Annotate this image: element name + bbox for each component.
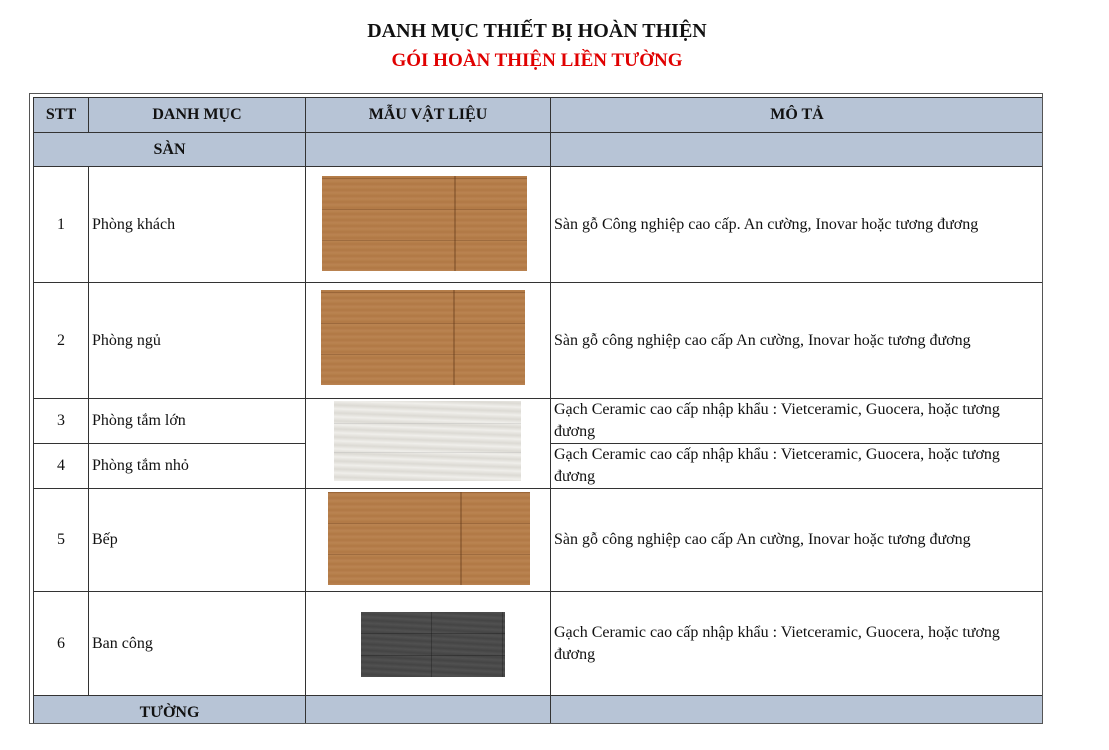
row-stt: 6 xyxy=(34,592,89,696)
materials-table xyxy=(33,97,1043,724)
page-subtitle: GÓI HOÀN THIỆN LIỀN TƯỜNG xyxy=(391,50,683,71)
ceramic-tile-sample-image xyxy=(334,401,521,481)
row-category: Phòng khách xyxy=(89,167,306,283)
table-row xyxy=(34,167,1044,283)
table-row xyxy=(34,283,1044,399)
section-cell xyxy=(306,696,551,725)
row-stt: 4 xyxy=(34,444,89,489)
table-row xyxy=(34,399,1044,444)
wood-floor-sample-image xyxy=(328,492,530,585)
row-description: Sàn gỗ công nghiệp cao cấp An cường, Inovar hoặc tương đương xyxy=(551,283,1044,399)
column-header-stt: STT xyxy=(34,98,89,133)
dark-tile-sample-image xyxy=(361,612,505,677)
row-description: Sàn gỗ Công nghiệp cao cấp. An cường, Inovar hoặc tương đương xyxy=(551,167,1044,283)
table-header-row xyxy=(34,98,1044,133)
section-cell xyxy=(551,696,1044,725)
table-row xyxy=(34,592,1044,696)
section-label-wall: TƯỜNG xyxy=(34,696,306,725)
column-header-category: DANH MỤC xyxy=(89,98,306,133)
row-stt: 3 xyxy=(34,399,89,444)
table-row xyxy=(34,489,1044,592)
row-category: Phòng ngủ xyxy=(89,283,306,399)
material-sample-cell xyxy=(306,399,551,489)
material-sample-cell xyxy=(306,283,551,399)
row-stt: 1 xyxy=(34,167,89,283)
row-category: Ban công xyxy=(89,592,306,696)
material-sample-cell xyxy=(306,489,551,592)
page-title: DANH MỤC THIẾT BỊ HOÀN THIỆN xyxy=(367,20,707,42)
section-row-wall xyxy=(34,696,1044,725)
row-category: Phòng tắm nhỏ xyxy=(89,444,306,489)
section-row-floor xyxy=(34,133,1044,167)
section-cell xyxy=(306,133,551,167)
row-stt: 5 xyxy=(34,489,89,592)
row-category: Phòng tắm lớn xyxy=(89,399,306,444)
row-description: Gạch Ceramic cao cấp nhập khẩu : Vietceramic, Guocera, hoặc tương đương xyxy=(551,399,1044,444)
section-label-floor: SÀN xyxy=(34,133,306,167)
row-description: Gạch Ceramic cao cấp nhập khẩu : Vietceramic, Guocera, hoặc tương đương xyxy=(551,592,1044,696)
table-frame xyxy=(29,93,1043,724)
column-header-material: MẪU VẬT LIỆU xyxy=(306,98,551,133)
row-stt: 2 xyxy=(34,283,89,399)
row-description: Sàn gỗ công nghiệp cao cấp An cường, Inovar hoặc tương đương xyxy=(551,489,1044,592)
row-description: Gạch Ceramic cao cấp nhập khẩu : Vietceramic, Guocera, hoặc tương đương xyxy=(551,444,1044,489)
material-sample-cell xyxy=(306,167,551,283)
material-sample-cell xyxy=(306,592,551,696)
wood-floor-sample-image xyxy=(322,176,527,271)
wood-floor-sample-image xyxy=(321,290,525,385)
row-category: Bếp xyxy=(89,489,306,592)
section-cell xyxy=(551,133,1044,167)
column-header-description: MÔ TẢ xyxy=(551,98,1044,133)
